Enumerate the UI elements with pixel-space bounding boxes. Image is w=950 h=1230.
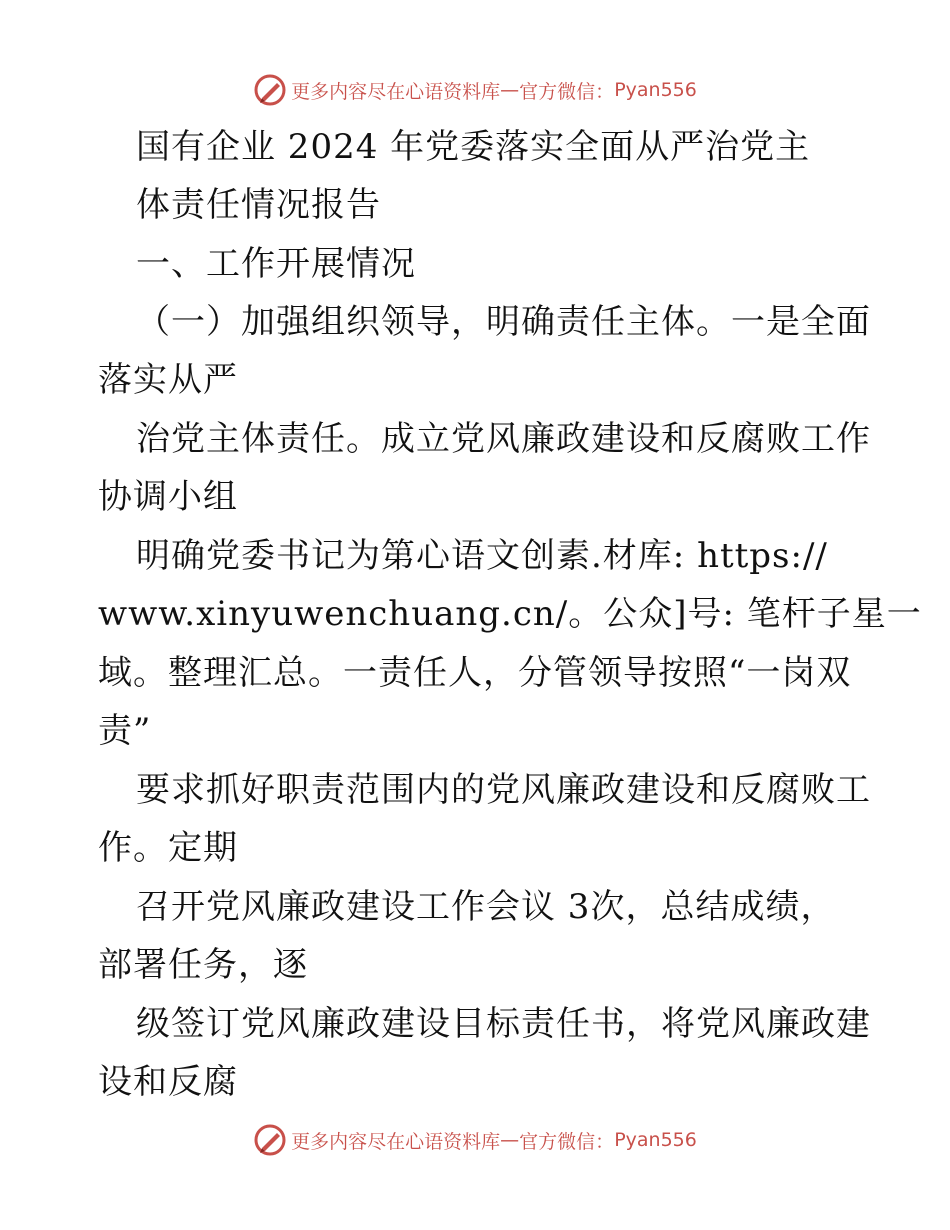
paragraph-line: 要求抓好职责范围内的党风廉政建设和反腐败工 bbox=[136, 770, 871, 810]
paragraph-line: 域。整理汇总。一责任人，分管领导按照“一岗双 bbox=[98, 653, 852, 693]
header-banner bbox=[0, 70, 950, 110]
paragraph-line: 治党主体责任。成立党风廉政建设和反腐败工作 bbox=[136, 419, 871, 459]
paragraph-line: 部署任务，逐 bbox=[98, 945, 308, 985]
paragraph-line: 明确党委书记为第心语文创素.材库: https:// bbox=[136, 536, 828, 576]
paragraph-line: www.xinyuwenchuang.cn/。公众]号: 笔杆子星一 bbox=[98, 594, 922, 634]
paragraph-line: 设和反腐 bbox=[98, 1062, 238, 1102]
section-heading: 一、工作开展情况 bbox=[136, 244, 416, 284]
banner-text: 更多内容尽在心语资料库 bbox=[291, 80, 501, 103]
banner-handle: Pyan556 bbox=[614, 1129, 697, 1151]
doc-title-line-1: 国有企业 2024 年党委落实全面从严治党主 bbox=[136, 127, 811, 167]
paragraph-line: 作。定期 bbox=[98, 828, 238, 868]
banner-separator: — bbox=[500, 79, 520, 101]
paragraph-line: 召开党风廉政建设工作会议 3次，总结成绩， bbox=[136, 887, 836, 927]
pen-logo-icon bbox=[253, 1123, 287, 1157]
paragraph-line: 落实从严 bbox=[98, 360, 238, 400]
paragraph-line: 责” bbox=[98, 711, 152, 751]
banner-handle: Pyan556 bbox=[614, 79, 697, 101]
paragraph-line: （一）加强组织领导，明确责任主体。一是全面 bbox=[136, 302, 871, 342]
banner-contact: 官方微信： bbox=[519, 80, 615, 103]
banner-contact: 官方微信： bbox=[519, 1130, 615, 1153]
doc-title-line-2: 体责任情况报告 bbox=[136, 185, 381, 225]
banner-separator: — bbox=[500, 1129, 520, 1151]
pen-logo-icon bbox=[253, 73, 287, 107]
paragraph-line: 级签订党风廉政建设目标责任书，将党风廉政建 bbox=[136, 1004, 871, 1044]
footer-banner bbox=[0, 1120, 950, 1160]
paragraph-line: 协调小组 bbox=[98, 477, 238, 517]
banner-text: 更多内容尽在心语资料库 bbox=[291, 1130, 501, 1153]
